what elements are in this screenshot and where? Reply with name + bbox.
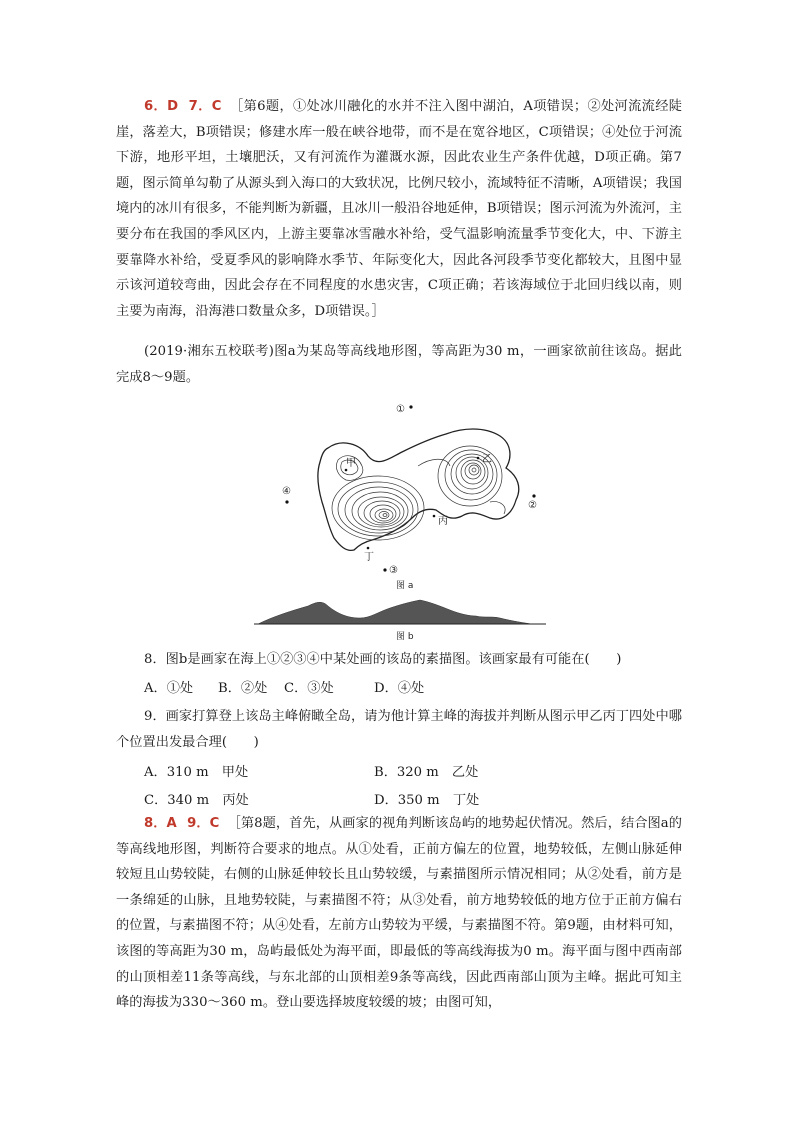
- q8-option-c: C．③处: [284, 681, 334, 696]
- explanation-8-9: ［第8题，首先，从画家的视角判断该岛屿的地势起伏情况。然后，结合图a的等高线地形图，判断符合要求的地点。从①处看，正前方偏左的位置，地势较低，左侧山脉延伸较短且山势较陡，右侧的山脉延伸较长且山势较缓，与素描图所示情况相同；从②处看，前方是一条绵延的山脉，且地势较陡，与素描图不符；从③处看，前方地势较低的地方位于正前方偏右的位置，与素描图不符；从④处看，左前方山势较为平缓，与素描图不符。第9题，由材料可知，该图的等高距为30 m，岛屿最低处为海平面，即最低的等高线海拔为0 m。海平面与图中西南部的山顶相差11条等高线，与东北部的山顶相差9条等高线，因此西南部山顶为主峰。据此可知主峰的海拔为330～360 m。登山要选择坡度较缓的坡；由图可知，: [116, 816, 682, 1011]
- point-1-marker: [409, 405, 412, 408]
- q8-option-a: A．①处: [144, 681, 194, 696]
- answer-9: 9．C: [187, 816, 220, 831]
- point-2-marker: [532, 494, 535, 497]
- answer-block-8-9: [116, 811, 682, 1016]
- answer-6: 6．D: [144, 99, 179, 114]
- question-8-stem: 8．图b是画家在海上①②③④中某处画的该岛的素描图。该画家最有可能在( ): [144, 652, 622, 667]
- figure-container: [250, 396, 550, 646]
- question-9-stem: 9．画家打算登上该岛主峰俯瞰全岛，请为他计算主峰的海拔并判断从图示甲乙丙丁四处中哪个位置出发最合理( ): [116, 709, 682, 750]
- label-bing: 丙: [438, 516, 448, 527]
- point-3-label: ③: [389, 565, 398, 576]
- label-ding: 丁: [364, 552, 374, 563]
- yi-marker: [477, 457, 480, 460]
- caption-figure-a: 图 a: [396, 581, 414, 591]
- answer-block-6-7: [116, 94, 682, 324]
- jia-marker: [345, 469, 348, 472]
- label-yi: 乙: [482, 454, 492, 465]
- point-2-label: ②: [528, 500, 537, 511]
- q8-option-b: B．②处: [218, 681, 268, 696]
- point-4-label: ④: [282, 486, 291, 497]
- answer-8: 8．A: [144, 816, 177, 831]
- point-1-label: ①: [396, 404, 405, 415]
- bing-marker: [433, 515, 436, 518]
- ding-marker: [367, 547, 370, 550]
- answer-7: 7．C: [188, 99, 222, 114]
- point-3-marker: [383, 568, 386, 571]
- q9-option-b: B．320 m 乙处: [374, 765, 479, 780]
- question-intro: (2019·湘东五校联考)图a为某岛等高线地形图，等高距为30 m，一画家欲前往该岛。据此完成8～9题。: [116, 344, 682, 385]
- q8-option-d: D．④处: [374, 681, 425, 696]
- q9-option-c: C．340 m 丙处: [144, 793, 249, 808]
- point-4-marker: [285, 500, 288, 503]
- explanation-6-7: ［第6题，①处冰川融化的水并不注入图中湖泊，A项错误；②处河流流经陡崖，落差大，B项错误；修建水库一般在峡谷地带，而不是在宽谷地区，C项错误；④处位于河流下游，地形平坦，土壤肥沃，又有河流作为灌溉水源，因此农业生产条件优越，D项正确。第7题，图示简单勾勒了从源头到入海口的大致状况，比例尺较小，流域特征不清晰，A项错误；我国境内的冰川有很多，不能判断为新疆，且冰川一般沿谷地延伸，B项错误；图示河流为外流河，主要分布在我国的季风区内，上游主要靠冰雪融水补给，受气温影响流量季节变化大，中、下游主要靠降水补给，受夏季风的影响降水季节、年际变化大，因此各河段季节变化都较大，且图中显示该河道较弯曲，因此会存在不同程度的水患灾害，C项正确；若该海域位于北回归线以南，则主要为南海，沿海港口数量众多，D项错误。］: [116, 99, 682, 319]
- island-sketch-silhouette: [258, 600, 532, 624]
- label-jia: 甲: [346, 458, 356, 469]
- q9-option-a: A．310 m 甲处: [144, 765, 249, 780]
- q9-option-d: D．350 m 丁处: [374, 793, 480, 808]
- island-contour-map: [250, 396, 550, 646]
- caption-figure-b: 图 b: [396, 632, 414, 642]
